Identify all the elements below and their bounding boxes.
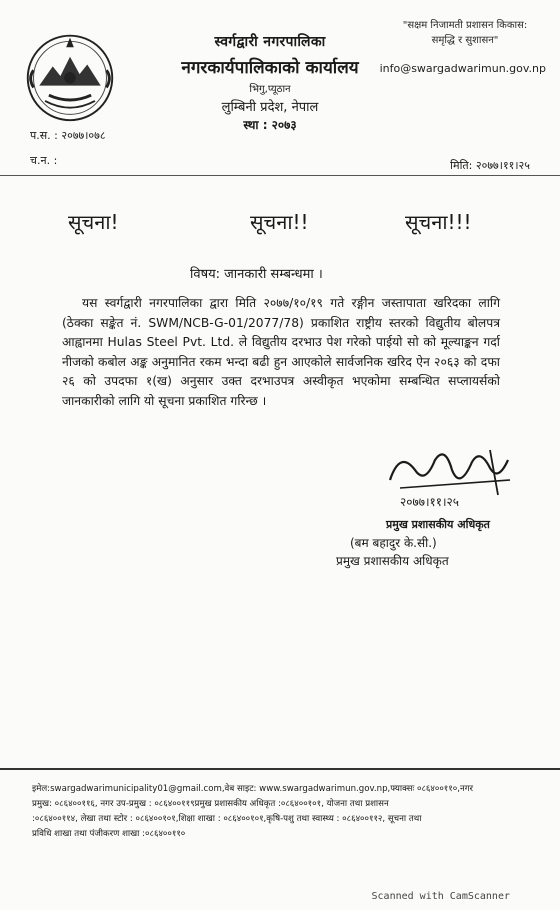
letter-date: मिति: २०७७।११।२५ [450,159,530,172]
footer-line-2: प्रमुख: ०८६४००११६, नगर उप-प्रमुख : ०८६४००११९प्रमुख प्रशासकीय अधिकृत :०८६४००१०१, योजना तथा प्रशासन [32,799,389,809]
footer-contacts [32,782,542,842]
signatory-name: (बम बहादुर के.सी.) [350,536,437,550]
ref-pa-sa: प.स. : २०७७।०७८ [30,129,106,142]
footer-line-4: प्रविधि शाखा तथा पंजीकरण शाखा :०८६४००११० [32,829,186,839]
letterhead [150,32,390,133]
header-email: info@swargadwarimun.gov.np [379,62,546,75]
scanner-watermark: Scanned with CamScanner [371,891,510,902]
notice-heading-1: सूचना! [68,210,119,234]
signature-stamp [380,440,530,540]
footer-line-1: इमेल:swargadwarimunicipality01@gmail.com,वेब साइट: www.swargadwarimun.gov.np,फ्याक्सः ०८६४००११०,नगर [32,784,474,794]
established: स्था : २०७३ [243,118,297,132]
header-divider [0,175,560,176]
signatory-title: प्रमुख प्रशासकीय अधिकृत [336,554,449,568]
footer-divider [0,768,560,770]
notice-body: यस स्वर्गद्वारी नगरपालिका द्वारा मिति २०७७/१०/१९ गते रङ्गीन जस्तापाता खरिदका लागि (ठेक्का सङ्केत नं. SWM/NCB-G-01/2077/78) प्रकाशित राष्ट्रीय स्तरको विद्युतीय बोलपत्र आह्वानमा Hulas Steel Pvt. Ltd. ले विद्युतीय दरभाउ पेश गरेको पाईयो सो को मूल्याङ्कन गर्दा नीजको कबोल अङ्क अनुमानित रकम भन्दा बढी हुन आएकोले सार्वजनिक खरिद ऐन २०६३ को दफा २६ को उपदफा १(ख) अनुसार उक्त दरभाउपत्र अस्वीकृत भएकोमा सम्बन्धित सप्लायर्सको जानकारीको लागि यो सूचना प्रकाशित गरिन्छ । [62,296,500,408]
municipality-name: स्वर्गद्वारी नगरपालिका [214,34,326,50]
ref-cha-na: च.न. : [30,154,58,167]
footer-line-3: :०८६४००११४, लेखा तथा स्टोर : ०८६४००१०१,शिक्षा शाखा : ०८६४००१०१,कृषि-पशु तथा स्वास्थ्य : ०८६४००११२, सूचना तथा [32,814,422,824]
office-name: नगरकार्यपालिकाको कार्यालय [181,58,359,78]
office-place: भिगु,प्यूठान [249,84,291,95]
nepal-emblem-logo [22,28,118,124]
motto: "सक्षम निजामती प्रशासन किकास: समृद्धि र सुशासन" [402,20,528,46]
notice-heading-2: सूचना!! [250,210,309,234]
province: लुम्बिनी प्रदेश, नेपाल [221,100,319,115]
stamp-date: २०७७।११।२५ [400,495,460,509]
stamp-title: प्रमुख प्रशासकीय अधिकृत [386,518,490,531]
notice-heading-3: सूचना!!! [405,210,472,234]
subject: विषय: जानकारी सम्बन्धमा । [190,267,323,282]
